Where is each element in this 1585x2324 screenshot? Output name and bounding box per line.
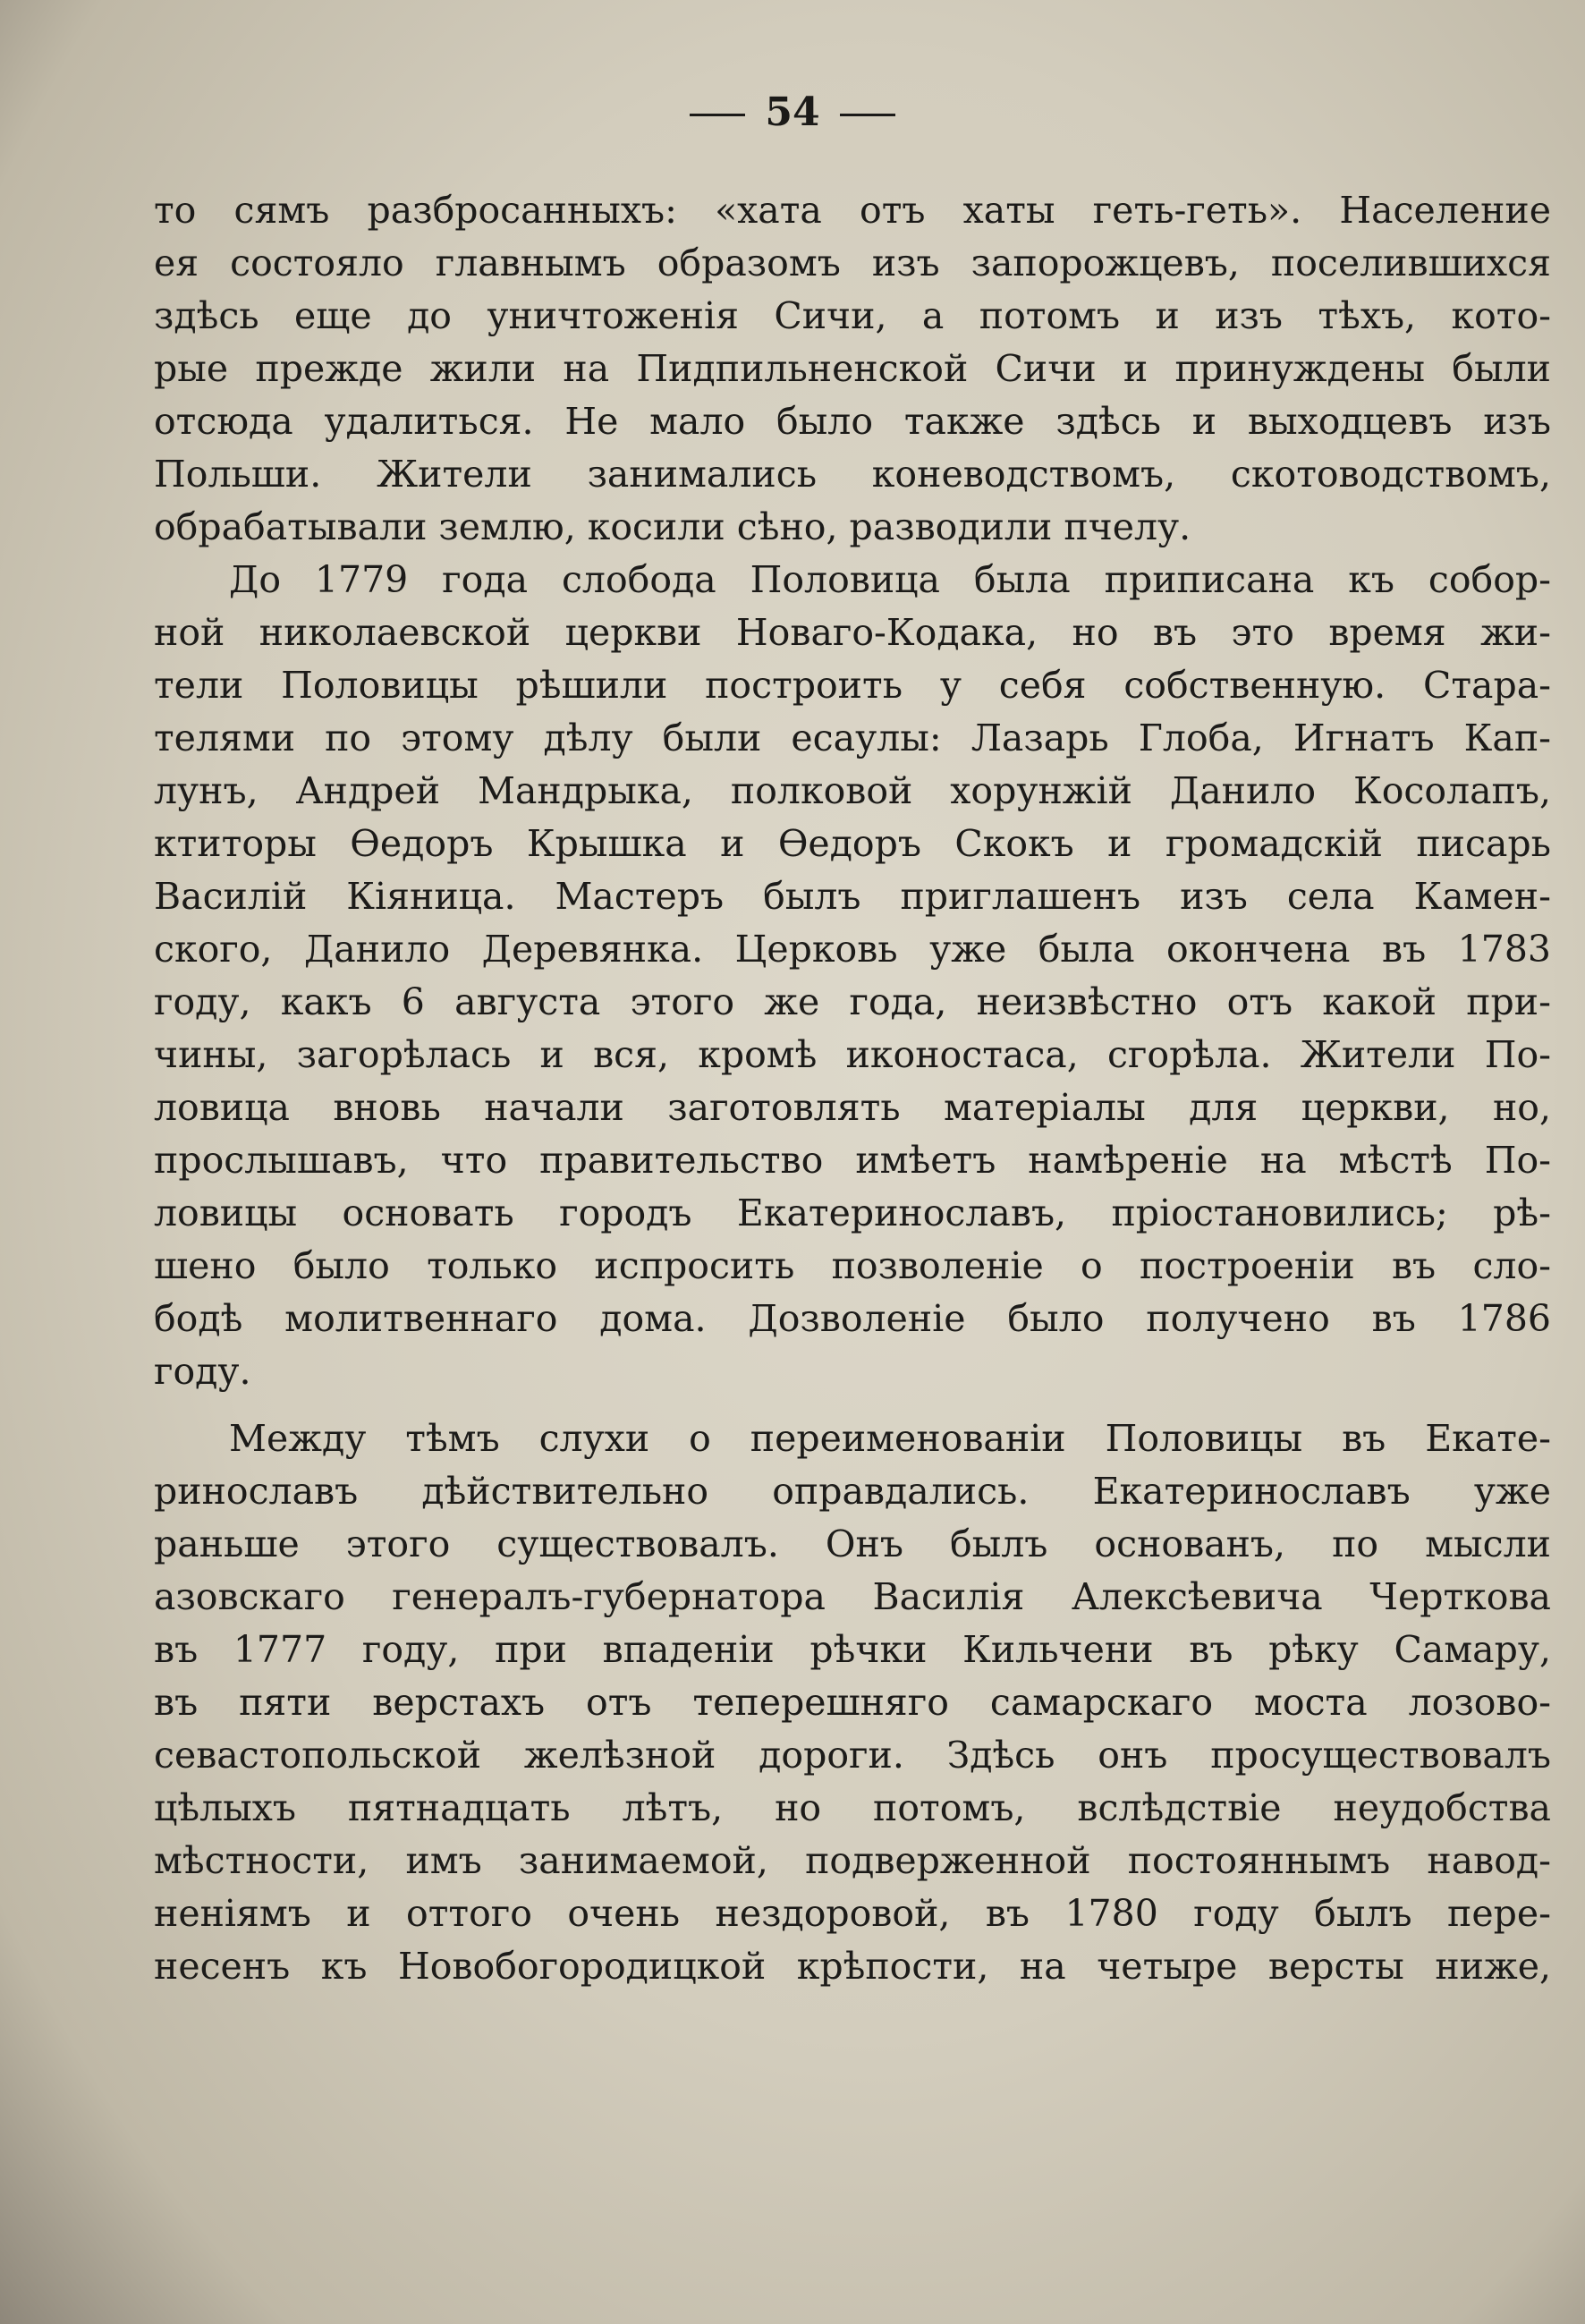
text-line: Василій Кіяница. Мастеръ былъ приглашенъ изъ села Камен- (154, 875, 1551, 918)
text-line: мѣстности, имъ занимаемой, подверженной постояннымъ навод- (154, 1839, 1551, 1882)
text-line: севастопольской желѣзной дороги. Здѣсь онъ просуществовалъ (154, 1734, 1551, 1777)
text-line: Польши. Жители занимались коневодствомъ, скотоводствомъ, (154, 453, 1551, 496)
body-text (154, 184, 1551, 1993)
text-line: ловица вновь начали заготовлять матеріалы для церкви, но, (154, 1086, 1551, 1129)
paragraph-1 (154, 184, 1551, 554)
text-line: ринославъ дѣйствительно оправдались. Екатеринославъ уже (154, 1470, 1551, 1513)
text-line: несенъ къ Новобогородицкой крѣпости, на четыре версты ниже, (154, 1945, 1551, 1988)
text-line: цѣлыхъ пятнадцать лѣтъ, но потомъ, вслѣдствіе неудобства (154, 1786, 1551, 1829)
text-line: году. (154, 1350, 251, 1393)
text-line: лунъ, Андрей Мандрыка, полковой хорунжій Данило Косолапъ, (154, 769, 1551, 812)
text-line: шено было только испросить позволеніе о построеніи въ сло- (154, 1244, 1551, 1287)
paragraph-3 (154, 1412, 1551, 1993)
text-line: ского, Данило Деревянка. Церковь уже была окончена въ 1783 (154, 928, 1551, 971)
page-number: 54 (765, 89, 820, 135)
text-line: До 1779 года слобода Половица была приписана къ собор- (229, 558, 1551, 601)
text-line: то сямъ разбросанныхъ: «хата отъ хаты геть-геть». Население (154, 189, 1551, 232)
text-line: ктиторы Ѳедоръ Крышка и Ѳедоръ Скокъ и громадскій писарь (154, 822, 1551, 865)
text-line: раньше этого существовалъ. Онъ былъ основанъ, по мысли (154, 1522, 1551, 1565)
left-dash (690, 114, 745, 116)
text-line: въ 1777 году, при впаденіи рѣчки Кильчени въ рѣку Самару, (154, 1628, 1551, 1671)
paragraph-spacer (154, 1398, 1551, 1412)
text-line: неніямъ и оттого очень нездоровой, въ 1780 году былъ пере- (154, 1892, 1551, 1935)
text-line: прослышавъ, что правительство имѣетъ намѣреніе на мѣстѣ По- (154, 1139, 1551, 1182)
text-line: ловицы основать городъ Екатеринославъ, пріостановились; рѣ- (154, 1192, 1551, 1234)
text-line: чины, загорѣлась и вся, кромѣ иконостаса, сгорѣла. Жители По- (154, 1033, 1551, 1076)
text-line: обрабатывали землю, косили сѣно, разводили пчелу. (154, 505, 1191, 548)
text-line: рые прежде жили на Пидпильненской Сичи и принуждены были (154, 347, 1551, 390)
right-dash (840, 114, 895, 116)
paragraph-2 (154, 554, 1551, 1398)
text-line: тели Половицы рѣшили построить у себя собственную. Стара- (154, 664, 1551, 707)
text-line: ея состояло главнымъ образомъ изъ запорожцевъ, поселившихся (154, 242, 1551, 284)
text-line: телями по этому дѣлу были есаулы: Лазарь Глоба, Игнатъ Кап- (154, 717, 1551, 759)
text-line: году, какъ 6 августа этого же года, неизвѣстно отъ какой при- (154, 980, 1551, 1023)
text-line: отсюда удалиться. Не мало было также здѣсь и выходцевъ изъ (154, 400, 1551, 443)
text-line: здѣсь еще до уничтоженія Сичи, а потомъ и изъ тѣхъ, кото- (154, 294, 1551, 337)
text-line: Между тѣмъ слухи о переименованіи Половицы въ Екате- (229, 1417, 1551, 1460)
text-line: ной николаевской церкви Новаго-Кодака, но въ это время жи- (154, 611, 1551, 654)
text-line: въ пяти верстахъ отъ теперешняго самарскаго моста лозово- (154, 1681, 1551, 1724)
text-line: бодѣ молитвеннаго дома. Дозволеніе было получено въ 1786 (154, 1297, 1551, 1340)
page-number-header (0, 89, 1585, 135)
text-line: азовскаго генералъ-губернатора Василія Алексѣевича Черткова (154, 1575, 1551, 1618)
